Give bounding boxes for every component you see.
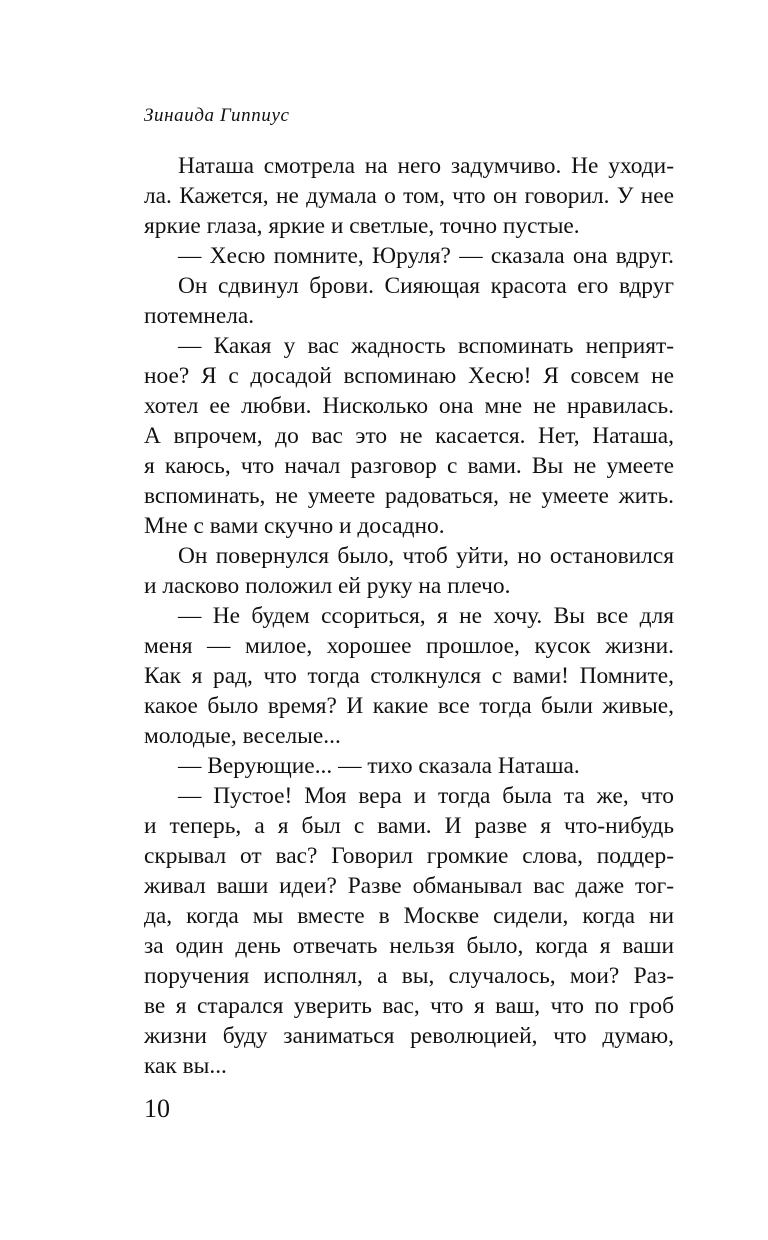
text-line: живал ваши идеи? Разве обманывал вас даже тог- <box>144 873 674 899</box>
text-line: — Какая у вас жадность вспоминать неприят- <box>178 333 674 359</box>
text-line: — Не будем ссориться, я не хочу. Вы все для <box>178 603 674 629</box>
text-line: А впрочем, до вас это не касается. Нет, Наташа, <box>144 423 674 449</box>
running-header: Зинаида Гиппиус <box>144 105 290 126</box>
text-line: ла. Кажется, не думала о том, что он говорил. У нее <box>144 183 674 209</box>
text-line: ное? Я с досадой вспоминаю Хесю! Я совсем не <box>144 363 674 389</box>
text-line: — Хесю помните, Юруля? — сказала она вдруг. <box>178 243 674 269</box>
page-number: 10 <box>144 1094 170 1123</box>
text-line: яркие глаза, яркие и светлые, точно пустые. <box>144 213 580 239</box>
text-line: поручения исполнял, а вы, случалось, мои? Раз- <box>144 963 674 989</box>
text-line: и ласково положил ей руку на плечо. <box>144 573 511 599</box>
text-line: хотел ее любви. Нисколько она мне не нравилась. <box>144 393 674 419</box>
text-line: Наташа смотрела на него задумчиво. Не уходи- <box>178 153 674 179</box>
text-line: молодые, веселые... <box>144 723 341 749</box>
text-line: за один день отвечать нельзя было, когда я ваши <box>144 933 674 959</box>
text-line: — Пустое! Моя вера и тогда была та же, что <box>178 783 674 809</box>
text-line: ве я старался уверить вас, что я ваш, что по гроб <box>144 993 674 1019</box>
text-line: Как я рад, что тогда столкнулся с вами! Помните, <box>144 663 674 689</box>
text-line: — Верующие... — тихо сказала Наташа. <box>178 753 580 779</box>
body-text <box>144 151 674 1081</box>
text-line: да, когда мы вместе в Москве сидели, когда ни <box>144 903 674 929</box>
text-line: и теперь, а я был с вами. И разве я что-нибудь <box>144 813 674 839</box>
text-line: потемнела. <box>144 303 255 329</box>
text-line: Он сдвинул брови. Сияющая красота его вдруг <box>178 273 674 299</box>
text-line: какое было время? И какие все тогда были живые, <box>144 693 674 719</box>
text-line: как вы... <box>144 1053 227 1079</box>
text-line: я каюсь, что начал разговор с вами. Вы не умеете <box>144 453 674 479</box>
text-line: жизни буду заниматься революцией, что думаю, <box>144 1023 674 1049</box>
text-line: скрывал от вас? Говорил громкие слова, поддер- <box>144 843 674 869</box>
text-line: вспоминать, не умеете радоваться, не умеете жить. <box>144 483 674 509</box>
text-line: Он повернулся было, чтоб уйти, но остановился <box>178 543 674 569</box>
text-line: Мне с вами скучно и досадно. <box>144 513 445 539</box>
text-line: меня — милое, хорошее прошлое, кусок жизни. <box>144 633 674 659</box>
